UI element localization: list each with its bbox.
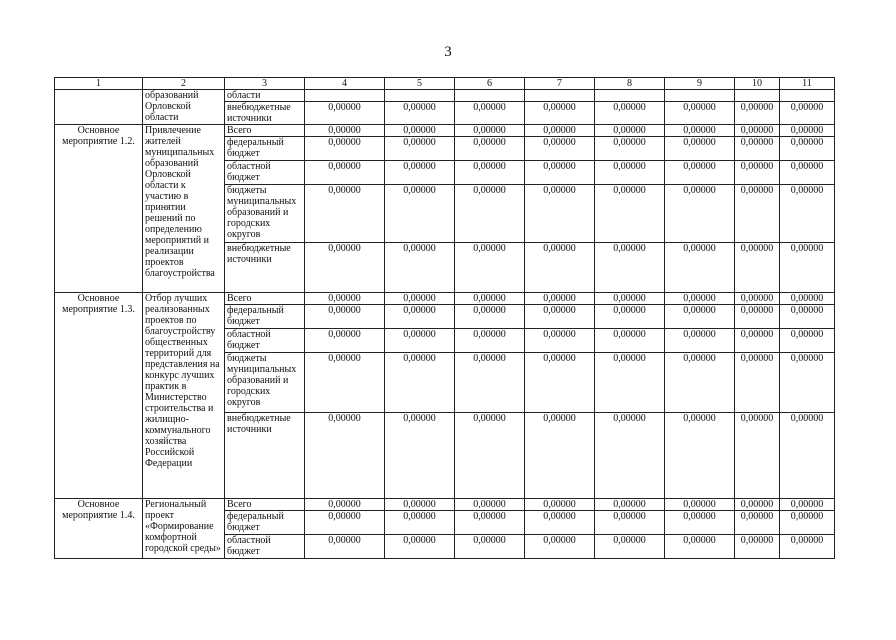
value-cell: 0,00000 [525, 161, 595, 185]
col-header: 11 [780, 78, 835, 90]
value-cell: 0,00000 [525, 102, 595, 125]
value-cell: 0,00000 [595, 499, 665, 511]
source-cell: областной бюджет [225, 329, 305, 353]
value-cell: 0,00000 [780, 413, 835, 499]
value-cell: 0,00000 [780, 535, 835, 559]
value-cell: 0,00000 [780, 305, 835, 329]
source-cell: федеральный бюджет [225, 305, 305, 329]
value-cell: 0,00000 [455, 102, 525, 125]
value-cell: 0,00000 [455, 161, 525, 185]
value-cell: 0,00000 [385, 185, 455, 243]
value-cell: 0,00000 [665, 243, 735, 293]
value-cell: 0,00000 [385, 137, 455, 161]
value-cell: 0,00000 [385, 243, 455, 293]
value-cell: 0,00000 [525, 499, 595, 511]
col-header: 4 [305, 78, 385, 90]
source-cell: внебюджетные источники [225, 102, 305, 125]
value-cell: 0,00000 [455, 293, 525, 305]
value-cell: 0,00000 [305, 305, 385, 329]
table-row [55, 90, 835, 102]
value-cell: 0,00000 [780, 137, 835, 161]
value-cell: 0,00000 [305, 125, 385, 137]
value-cell: 0,00000 [595, 511, 665, 535]
value-cell: 0,00000 [455, 511, 525, 535]
value-cell: 0,00000 [780, 125, 835, 137]
value-cell: 0,00000 [735, 329, 780, 353]
source-cell: Всего [225, 293, 305, 305]
value-cell: 0,00000 [455, 353, 525, 413]
value-cell: 0,00000 [665, 293, 735, 305]
col-header: 3 [225, 78, 305, 90]
value-cell: 0,00000 [665, 125, 735, 137]
budget-table [54, 77, 835, 559]
activity-code-cell [55, 90, 143, 125]
value-cell: 0,00000 [385, 125, 455, 137]
value-cell: 0,00000 [735, 161, 780, 185]
value-cell: 0,00000 [595, 535, 665, 559]
value-cell: 0,00000 [455, 243, 525, 293]
source-cell: бюджеты муниципальных образований и городских округов [225, 185, 305, 243]
value-cell: 0,00000 [735, 353, 780, 413]
value-cell: 0,00000 [525, 125, 595, 137]
value-cell: 0,00000 [735, 535, 780, 559]
value-cell: 0,00000 [385, 293, 455, 305]
value-cell: 0,00000 [780, 293, 835, 305]
activity-name-cell: Привлечение жителей муниципальных образований Орловской области к участию в принятии решений по определению мероприятий и реализации проектов благоустройства [143, 125, 225, 293]
value-cell: 0,00000 [595, 185, 665, 243]
value-cell: 0,00000 [305, 499, 385, 511]
value-cell: 0,00000 [735, 137, 780, 161]
value-cell: 0,00000 [525, 185, 595, 243]
value-cell: 0,00000 [305, 413, 385, 499]
value-cell: 0,00000 [735, 305, 780, 329]
value-cell: 0,00000 [455, 305, 525, 329]
value-cell: 0,00000 [525, 535, 595, 559]
activity-name-cell: Отбор лучших реализованных проектов по благоустройству общественных территорий для представления на конкурс лучших практик в Министерство строительства и жилищно-коммунального хозяйства Российской Федерации [143, 293, 225, 499]
value-cell: 0,00000 [595, 329, 665, 353]
value-cell: 0,00000 [455, 329, 525, 353]
source-cell: внебюджетные источники [225, 243, 305, 293]
value-cell: 0,00000 [385, 329, 455, 353]
value-cell: 0,00000 [595, 353, 665, 413]
value-cell: 0,00000 [735, 125, 780, 137]
value-cell: 0,00000 [595, 102, 665, 125]
value-cell: 0,00000 [665, 185, 735, 243]
value-cell: 0,00000 [305, 329, 385, 353]
value-cell: 0,00000 [665, 535, 735, 559]
page-number: 3 [444, 44, 452, 60]
value-cell: 0,00000 [305, 161, 385, 185]
col-header: 9 [665, 78, 735, 90]
value-cell: 0,00000 [780, 511, 835, 535]
source-cell: Всего [225, 125, 305, 137]
value-cell: 0,00000 [385, 535, 455, 559]
value-cell: 0,00000 [455, 125, 525, 137]
source-cell: внебюджетные источники [225, 413, 305, 499]
value-cell: 0,00000 [305, 353, 385, 413]
col-header: 8 [595, 78, 665, 90]
value-cell: 0,00000 [780, 161, 835, 185]
value-cell: 0,00000 [780, 243, 835, 293]
value-cell: 0,00000 [735, 413, 780, 499]
value-cell: 0,00000 [665, 305, 735, 329]
col-header: 1 [55, 78, 143, 90]
col-header: 6 [455, 78, 525, 90]
value-cell: 0,00000 [305, 102, 385, 125]
value-cell: 0,00000 [525, 413, 595, 499]
value-cell: 0,00000 [385, 305, 455, 329]
value-cell: 0,00000 [455, 535, 525, 559]
col-header: 10 [735, 78, 780, 90]
value-cell: 0,00000 [665, 413, 735, 499]
activity-name-cell: Региональный проект «Формирование комфортной городской среды» [143, 499, 225, 559]
activity-name-cell: образований Орловской области [143, 90, 225, 125]
value-cell: 0,00000 [525, 243, 595, 293]
value-cell: 0,00000 [665, 137, 735, 161]
value-cell: 0,00000 [595, 293, 665, 305]
value-cell: 0,00000 [595, 125, 665, 137]
activity-code-cell: Основное мероприятие 1.4. [55, 499, 143, 559]
value-cell: 0,00000 [455, 185, 525, 243]
value-cell: 0,00000 [455, 499, 525, 511]
value-cell: 0,00000 [665, 161, 735, 185]
source-cell: федеральный бюджет [225, 137, 305, 161]
value-cell: 0,00000 [525, 329, 595, 353]
value-cell: 0,00000 [595, 243, 665, 293]
source-cell: области [225, 90, 305, 102]
value-cell: 0,00000 [665, 329, 735, 353]
value-cell: 0,00000 [595, 161, 665, 185]
value-cell: 0,00000 [735, 511, 780, 535]
source-cell: областной бюджет [225, 161, 305, 185]
table-row [55, 293, 835, 305]
value-cell: 0,00000 [385, 511, 455, 535]
value-cell: 0,00000 [595, 137, 665, 161]
value-cell: 0,00000 [385, 353, 455, 413]
col-header: 5 [385, 78, 455, 90]
value-cell: 0,00000 [595, 305, 665, 329]
source-cell: областной бюджет [225, 535, 305, 559]
value-cell: 0,00000 [595, 413, 665, 499]
value-cell: 0,00000 [305, 185, 385, 243]
table-row [55, 499, 835, 511]
col-header: 7 [525, 78, 595, 90]
value-cell: 0,00000 [780, 353, 835, 413]
value-cell: 0,00000 [525, 511, 595, 535]
source-cell: Всего [225, 499, 305, 511]
source-cell: федеральный бюджет [225, 511, 305, 535]
header-row [55, 78, 835, 90]
value-cell: 0,00000 [665, 102, 735, 125]
value-cell: 0,00000 [385, 161, 455, 185]
value-cell: 0,00000 [305, 243, 385, 293]
value-cell: 0,00000 [305, 511, 385, 535]
value-cell: 0,00000 [455, 137, 525, 161]
value-cell: 0,00000 [525, 293, 595, 305]
source-cell: бюджеты муниципальных образований и городских округов [225, 353, 305, 413]
value-cell: 0,00000 [525, 305, 595, 329]
value-cell: 0,00000 [735, 499, 780, 511]
value-cell: 0,00000 [525, 137, 595, 161]
value-cell: 0,00000 [780, 329, 835, 353]
value-cell: 0,00000 [735, 102, 780, 125]
value-cell: 0,00000 [665, 499, 735, 511]
value-cell: 0,00000 [780, 499, 835, 511]
value-cell: 0,00000 [665, 353, 735, 413]
col-header: 2 [143, 78, 225, 90]
value-cell: 0,00000 [385, 102, 455, 125]
value-cell: 0,00000 [305, 293, 385, 305]
activity-code-cell: Основное мероприятие 1.2. [55, 125, 143, 293]
activity-code-cell: Основное мероприятие 1.3. [55, 293, 143, 499]
value-cell: 0,00000 [780, 185, 835, 243]
value-cell: 0,00000 [305, 535, 385, 559]
value-cell: 0,00000 [525, 353, 595, 413]
value-cell: 0,00000 [385, 499, 455, 511]
table-row [55, 125, 835, 137]
value-cell: 0,00000 [735, 243, 780, 293]
value-cell: 0,00000 [780, 102, 835, 125]
value-cell: 0,00000 [455, 413, 525, 499]
value-cell: 0,00000 [735, 185, 780, 243]
value-cell: 0,00000 [735, 293, 780, 305]
value-cell: 0,00000 [665, 511, 735, 535]
value-cell: 0,00000 [305, 137, 385, 161]
value-cell: 0,00000 [385, 413, 455, 499]
